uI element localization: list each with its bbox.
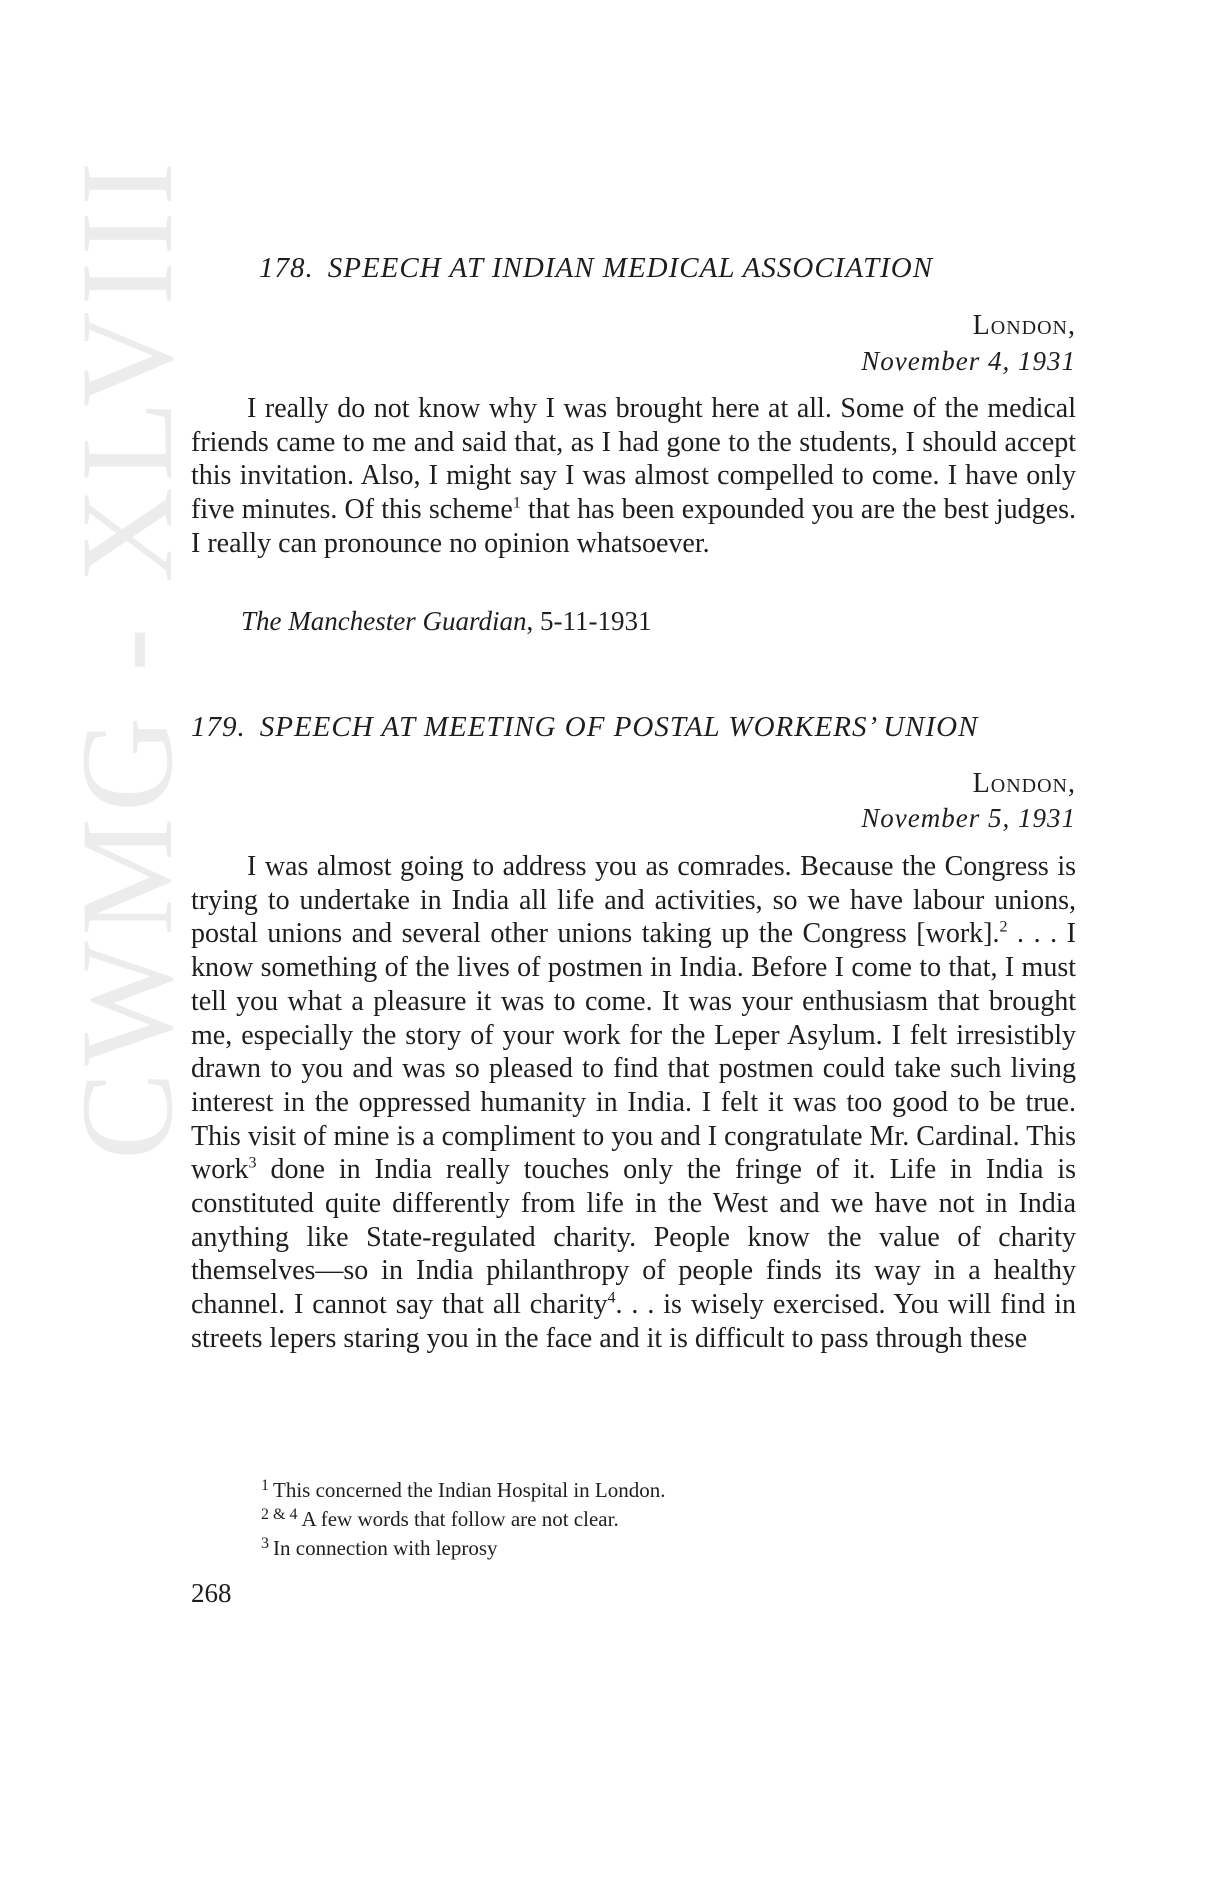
watermark: CWMG - XLVIII <box>53 155 200 1160</box>
section-heading-178 <box>259 252 933 285</box>
page-number: 268 <box>191 1578 232 1608</box>
footnote-mark: 1 <box>261 1477 269 1494</box>
section-title: SPEECH AT INDIAN MEDICAL ASSOCIATION <box>327 252 934 284</box>
paragraph-text: . . . is wisely exercised. You will find in streets lepers staring you in the face and it is difficult to pass through these <box>191 1289 1077 1354</box>
footnote-2 <box>261 1506 619 1532</box>
footnote-text: This concerned the Indian Hospital in London. <box>273 1478 666 1502</box>
footnote-ref-4: 4 <box>607 1289 616 1307</box>
section-number: 178. <box>259 252 314 284</box>
footnote-3 <box>261 1535 498 1561</box>
paragraph-text: I was almost going to address you as comrades. Because the Congress is trying to undertake in India all life and activities, so we have labour unions, postal unions and several other unions taking up the Congress [work]. <box>191 851 1076 950</box>
footnote-text: A few words that follow are not clear. <box>301 1507 619 1531</box>
speech-paragraph-178 <box>191 392 1076 561</box>
source-citation <box>241 606 651 637</box>
dateline-place: London, <box>972 768 1076 799</box>
section-heading-179 <box>191 711 978 744</box>
source-date: , 5-11-1931 <box>526 606 652 636</box>
dateline-place: London, <box>972 310 1076 341</box>
footnote-mark: 2 & 4 <box>261 1506 298 1523</box>
footnote-ref-2: 2 <box>999 919 1008 937</box>
dateline-date: November 4, 1931 <box>861 346 1076 376</box>
footnote-mark: 3 <box>261 1535 269 1552</box>
dateline-date: November 5, 1931 <box>861 803 1076 833</box>
speech-paragraph-179 <box>191 850 1076 1356</box>
footnote-text: In connection with leprosy <box>273 1536 498 1560</box>
paragraph-text: that has been expounded you are the best judges. I really can pronounce no opinion whatsoever. <box>191 494 1076 559</box>
footnote-1 <box>261 1477 666 1503</box>
section-title: SPEECH AT MEETING OF POSTAL WORKERS’ UNION <box>259 711 979 743</box>
paragraph-text: done in India really touches only the fringe of it. Life in India is constituted quite differently from life in the West and we have not in India anything like State-regulated charity. People know the value of charity themselves—so in India philanthropy of people finds its way in a healthy channel. I cannot say that all charity <box>191 1154 1076 1321</box>
section-number: 179. <box>191 711 246 743</box>
footnote-ref-1: 1 <box>512 494 521 512</box>
paragraph-text: . . . I know something of the lives of postmen in India. Before I come to that, I must tell you what a pleasure it was to come. It was your enthusiasm that brought me, especially the story of your work for the Leper Asylum. I felt irresistibly drawn to you and was so pleased to find that postmen could take such living interest in the oppressed humanity in India. I felt it was too good to be true. This visit of mine is a compliment to you and I congratulate Mr. Cardinal. This work <box>191 918 1076 1186</box>
paragraph-text: I really do not know why I was brought here at all. Some of the medical friends came to me and said that, as I had gone to the students, I should accept this invitation. Also, I might say I was almost compelled to come. I have only five minutes. Of this scheme <box>191 393 1076 526</box>
footnote-ref-3: 3 <box>248 1155 257 1172</box>
source-publication: The Manchester Guardian <box>241 606 527 636</box>
